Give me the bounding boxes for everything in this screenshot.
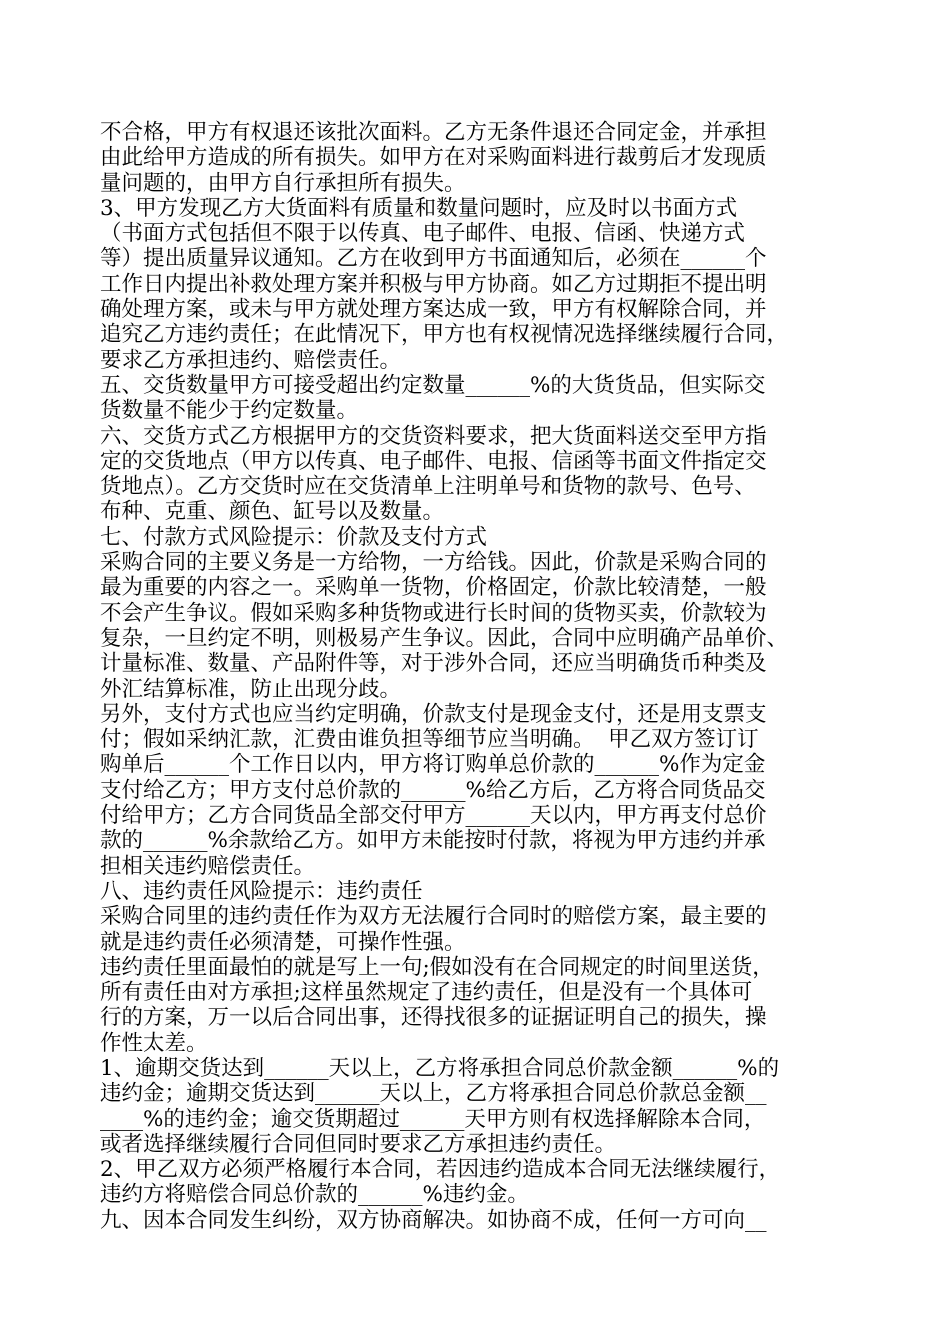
text-line: 货数量不能少于约定数量。 <box>100 398 359 424</box>
text-line: 担相关违约赔偿责任。 <box>100 853 316 879</box>
text-line: 货地点）。乙方交货时应在交货清单上注明单号和货物的款号、色号、 <box>100 474 756 500</box>
text-line: 支付给乙方；甲方支付总价款的______%给乙方后，乙方将合同货品交 <box>100 777 766 803</box>
text-line: 最为重要的内容之一。采购单一货物，价格固定，价款比较清楚，一般 <box>100 575 767 601</box>
text-line: 行的方案，万一以后合同出事，还得找很多的证据证明自己的损失，操 <box>100 1005 767 1031</box>
text-line: 追究乙方违约责任；在此情况下，甲方也有权视情况选择继续履行合同， <box>100 322 789 348</box>
text-line: 由此给甲方造成的所有损失。如甲方在对采购面料进行裁剪后才发现质 <box>100 145 767 171</box>
text-line: 七、付款方式风险提示：价款及支付方式 <box>100 524 488 550</box>
text-line: 2、甲乙双方必须严格履行本合同，若因违约造成本合同无法继续履行， <box>100 1157 781 1183</box>
text-line: 付；假如采纳汇款，汇费由谁负担等细节应当明确。 甲乙双方签订订 <box>100 727 759 753</box>
text-line: 采购合同里的违约责任作为双方无法履行合同时的赔偿方案，最主要的 <box>100 904 767 930</box>
text-line: 所有责任由对方承担;这样虽然规定了违约责任，但是没有一个具体可 <box>100 980 753 1006</box>
text-line: 或者选择继续履行合同但同时要求乙方承担违约责任。 <box>100 1131 617 1157</box>
text-line: （书面方式包括但不限于以传真、电子邮件、电报、信函、快递方式 <box>100 221 746 247</box>
text-line: 不合格，甲方有权退还该批次面料。乙方无条件退还合同定金，并承担 <box>100 120 767 145</box>
text-line: 1、逾期交货达到______天以上，乙方将承担合同总价款金额______%的 <box>100 1055 780 1081</box>
text-line: 要求乙方承担违约、赔偿责任。 <box>100 347 402 373</box>
text-line: 款的______%余款给乙方。如甲方未能按时付款，将视为甲方违约并承 <box>100 828 766 854</box>
text-line: 作性太差。 <box>100 1030 208 1056</box>
text-line: 3、甲方发现乙方大货面料有质量和数量问题时，应及时以书面方式 <box>100 195 738 221</box>
text-line: 布种、克重、颜色、缸号以及数量。 <box>100 499 445 525</box>
document-body <box>100 120 860 1233</box>
text-line: 付给甲方；乙方合同货品全部交付甲方______天以内，甲方再支付总价 <box>100 803 767 829</box>
text-line: 六、交货方式乙方根据甲方的交货资料要求，把大货面料送交至甲方指 <box>100 423 767 449</box>
text-line: 购单后______个工作日以内，甲方将订购单总价款的______%作为定金 <box>100 752 766 778</box>
text-line: 另外，支付方式也应当约定明确，价款支付是现金支付，还是用支票支 <box>100 701 767 727</box>
text-line: 等）提出质量异议通知。乙方在收到甲方书面通知后，必须在______个 <box>100 246 767 272</box>
text-line: 九、因本合同发生纠纷，双方协商解决。如协商不成，任何一方可向__ <box>100 1207 767 1233</box>
text-line: 违约金；逾期交货达到______天以上，乙方将承担合同总价款总金额__ <box>100 1081 767 1107</box>
text-line: 外汇结算标准，防止出现分歧。 <box>100 676 402 702</box>
text-line: 复杂，一旦约定不明，则极易产生争议。因此，合同中应明确产品单价、 <box>100 625 789 651</box>
text-line: ____%的违约金；逾交货期超过______天甲方则有权选择解除本合同， <box>100 1106 766 1132</box>
text-line: 就是违约责任必须清楚，可操作性强。 <box>100 929 466 955</box>
text-line: 八、违约责任风险提示：违约责任 <box>100 878 423 904</box>
text-line: 工作日内提出补救处理方案并积极与甲方协商。如乙方过期拒不提出明 <box>100 271 767 297</box>
text-line: 采购合同的主要义务是一方给物，一方给钱。因此，价款是采购合同的 <box>100 550 767 576</box>
text-line: 确处理方案，或未与甲方就处理方案达成一致，甲方有权解除合同，并 <box>100 297 767 323</box>
text-line: 五、交货数量甲方可接受超出约定数量______%的大货货品，但实际交 <box>100 372 766 398</box>
text-line: 量问题的，由甲方自行承担所有损失。 <box>100 170 466 196</box>
text-line: 违约责任里面最怕的就是写上一句;假如没有在合同规定的时间里送货， <box>100 954 774 980</box>
text-line: 违约方将赔偿合同总价款的______%违约金。 <box>100 1182 529 1208</box>
text-line: 定的交货地点（甲方以传真、电子邮件、电报、信函等书面文件指定交 <box>100 448 767 474</box>
text-line: 计量标准、数量、产品附件等，对于涉外合同，还应当明确货币种类及 <box>100 651 767 677</box>
text-line: 不会产生争议。假如采购多种货物或进行长时间的货物买卖，价款较为 <box>100 600 767 626</box>
